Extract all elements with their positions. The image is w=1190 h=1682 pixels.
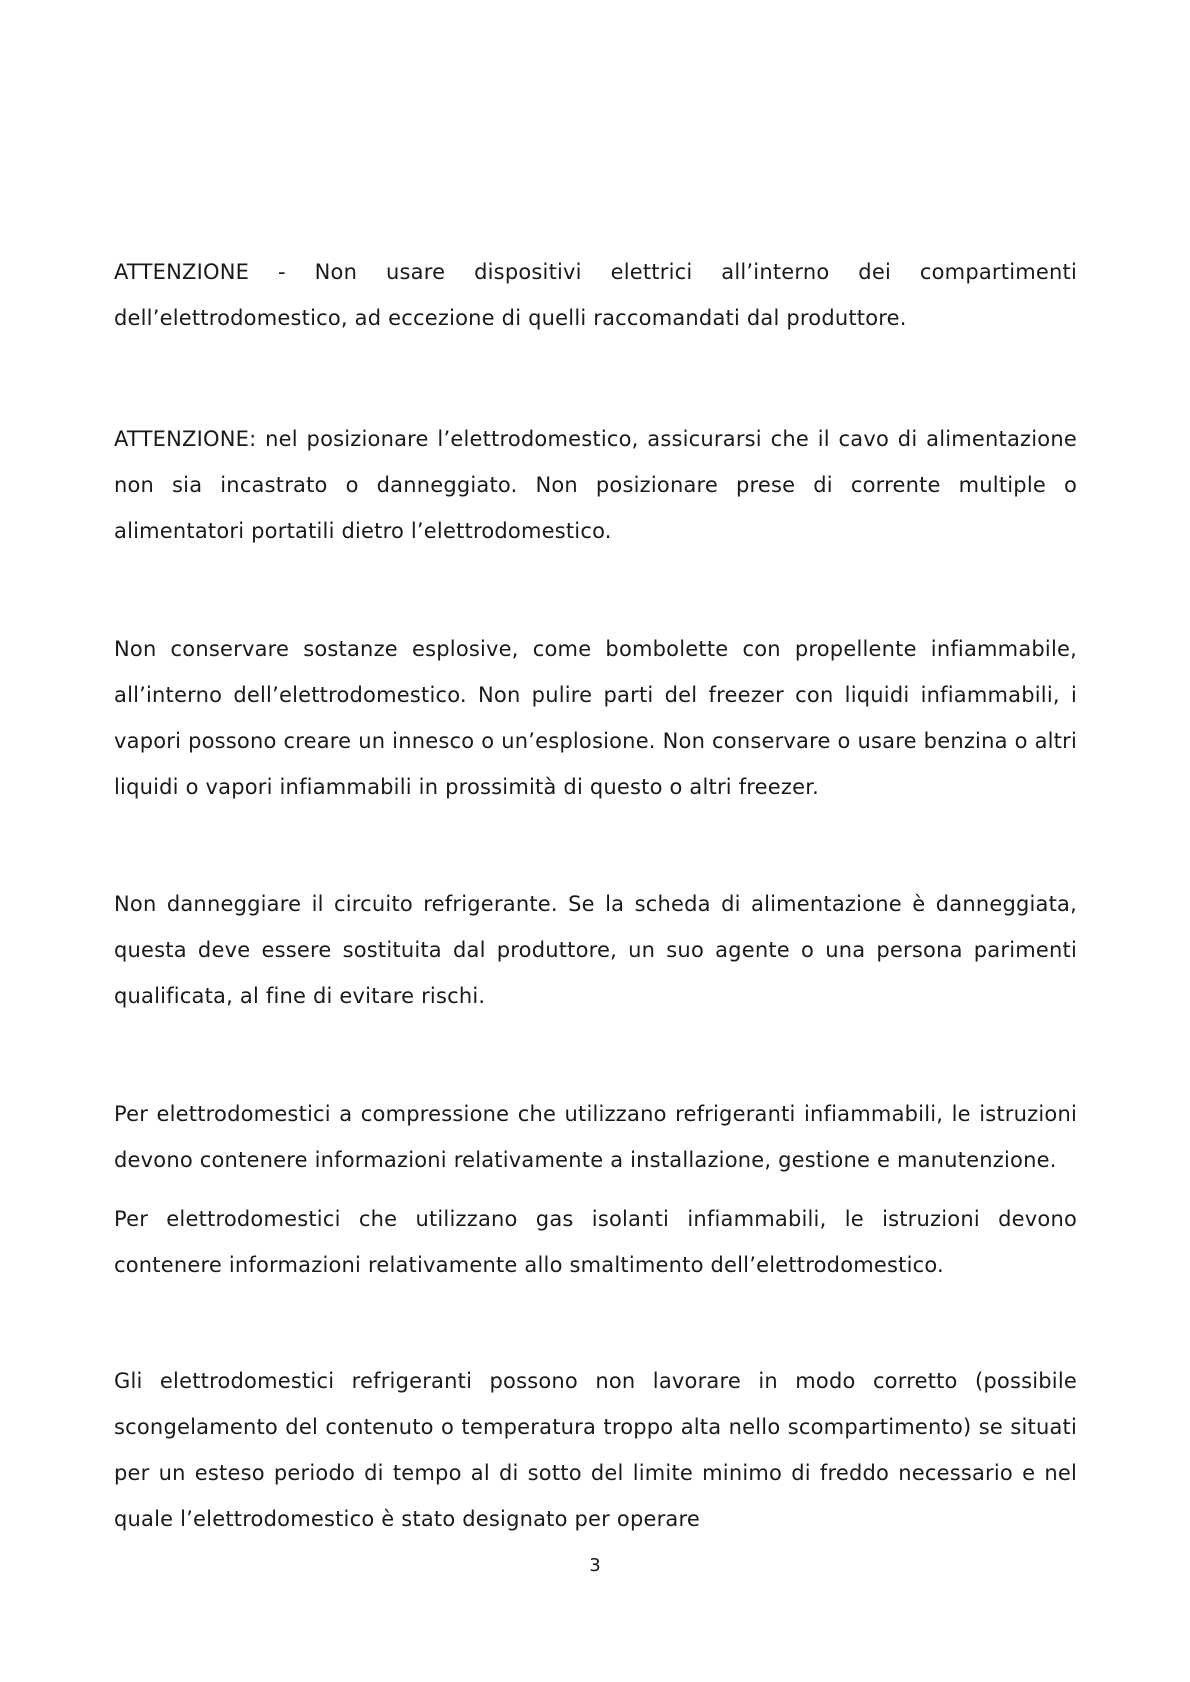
page-number: 3 [589,1555,601,1576]
paragraph-insulating-gas: Per elettrodomestici che utilizzano gas isolanti infiammabili, le istruzioni devono contenere informazioni relativamente allo smaltimento dell’elettrodomestico. [114,1207,1077,1277]
paragraph-attention-electrical-devices: ATTENZIONE - Non usare dispositivi elettrici all’interno dei compartimenti dell’elettrodomestico, ad eccezione di quelli raccomandati dal produttore. [114,260,1077,330]
paragraph-explosive-substances: Non conservare sostanze esplosive, come bombolette con propellente infiammabile, all’interno dell’elettrodomestico. Non pulire parti del freezer con liquidi infiammabili, i vapori possono creare un innesco o un’esplosione. Non conservare o usare benzina o altri liquidi o vapori infiammabili in prossimità di questo o altri freezer. [114,637,1077,799]
paragraph-compression-appliances: Per elettrodomestici a compressione che utilizzano refrigeranti infiammabili, le istruzioni devono contenere informazioni relativamente a installazione, gestione e manutenzione. [114,1102,1077,1172]
paragraph-refrigerant-circuit: Non danneggiare il circuito refrigerante. Se la scheda di alimentazione è danneggiata, questa deve essere sostituita dal produttore, un suo agente o una persona parimenti qualificata, al fine di evitare rischi. [114,892,1077,1008]
paragraph-operating-temperature: Gli elettrodomestici refrigeranti possono non lavorare in modo corretto (possibile scongelamento del contenuto o temperatura troppo alta nello scompartimento) se situati per un esteso periodo di tempo al di sotto del limite minimo di freddo necessario e nel quale l’elettrodomestico è stato designato per operare [114,1369,1077,1531]
paragraph-attention-positioning: ATTENZIONE: nel posizionare l’elettrodomestico, assicurarsi che il cavo di alimentazione non sia incastrato o danneggiato. Non posizionare prese di corrente multiple o alimentatori portatili dietro l’elettrodomestico. [114,427,1077,543]
